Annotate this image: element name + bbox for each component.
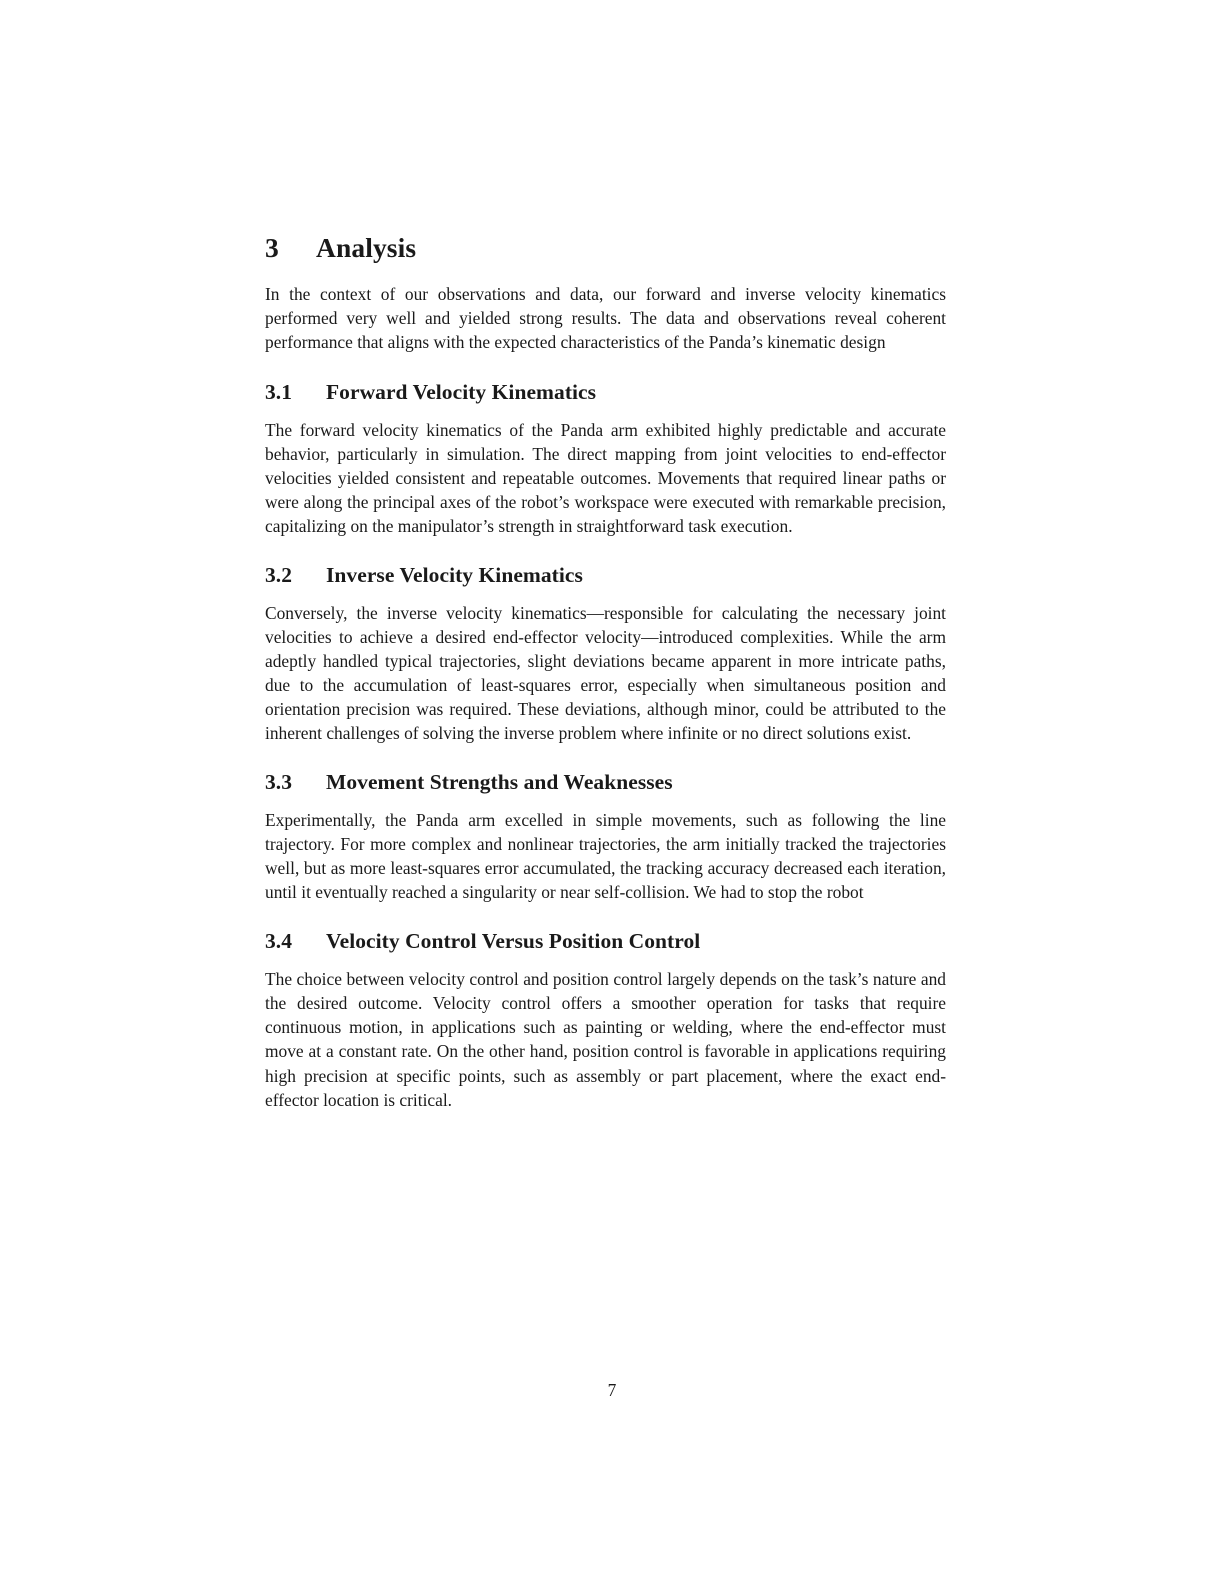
subsection-title: Velocity Control Versus Position Control [326,929,701,954]
subsection-paragraph: The choice between velocity control and position control largely depends on the task’s nature and the desired outcome. Velocity control offers a smoother operation for tasks that require continuous motion, in applications such as painting or welding, where the end-effector must move at a constant rate. On the other hand, position control is favorable in applications requiring high precision at specific points, such as assembly or part placement, where the exact end-effector location is critical. [265,969,946,1110]
subsection-block-inverse-velocity-kinematics [265,563,946,745]
subsection-paragraph: Conversely, the inverse velocity kinematics—responsible for calculating the necessary joint velocities to achieve a desired end-effector velocity—introduced complexities. While the arm adeptly handled typical trajectories, slight deviations became apparent in more intricate paths, due to the accumulation of least-squares error, especially when simultaneous position and orientation precision was required. These deviations, although minor, could be attributed to the inherent challenges of solving the inverse problem where infinite or no direct solutions exist. [265,602,946,744]
subsection-heading-inverse-velocity-kinematics [265,563,946,588]
text-column [265,232,946,1112]
subsection-paragraph: Experimentally, the Panda arm excelled in simple movements, such as following the line trajectory. For more complex and nonlinear trajectories, the arm initially tracked the trajectories well, but as more least-squares error accumulated, the tracking accuracy decreased each iteration, until it eventually reached a singularity or near self-collision. We had to stop the robot [265,810,946,903]
section-intro-paragraph: In the context of our observations and data, our forward and inverse velocity kinematics performed very well and yielded strong results. The data and observations reveal coherent performance that aligns with the expected characteristics of the Panda’s kinematic design [265,283,946,352]
section-number: 3 [265,232,279,263]
subsection-block-velocity-control-versus-position-control [265,929,946,1111]
subsection-number: 3.1 [265,379,293,404]
subsection-heading-forward-velocity-kinematics [265,380,946,405]
subsection-number: 3.3 [265,770,293,795]
section-heading-analysis [265,232,946,264]
subsection-heading-velocity-control-versus-position-control [265,929,946,954]
section-block-analysis [265,232,946,354]
subsection-block-movement-strengths-and-weaknesses [265,770,946,904]
subsection-number: 3.2 [265,563,293,588]
section-title: Analysis [316,232,417,263]
subsection-paragraph: The forward velocity kinematics of the Panda arm exhibited highly predictable and accurate behavior, particularly in simulation. The direct mapping from joint velocities to end-effector velocities yielded consistent and repeatable outcomes. Movements that required linear paths or were along the principal axes of the robot’s workspace were executed with remarkable precision, capitalizing on the manipulator’s strength in straightforward task execution. [265,419,946,536]
subsection-title: Forward Velocity Kinematics [326,379,597,404]
subsection-number: 3.4 [265,929,293,954]
subsection-title: Inverse Velocity Kinematics [326,563,583,588]
page-number: 7 [607,1380,617,1400]
subsection-title: Movement Strengths and Weaknesses [326,770,673,795]
subsection-heading-movement-strengths-and-weaknesses [265,770,946,795]
subsection-block-forward-velocity-kinematics [265,380,946,538]
